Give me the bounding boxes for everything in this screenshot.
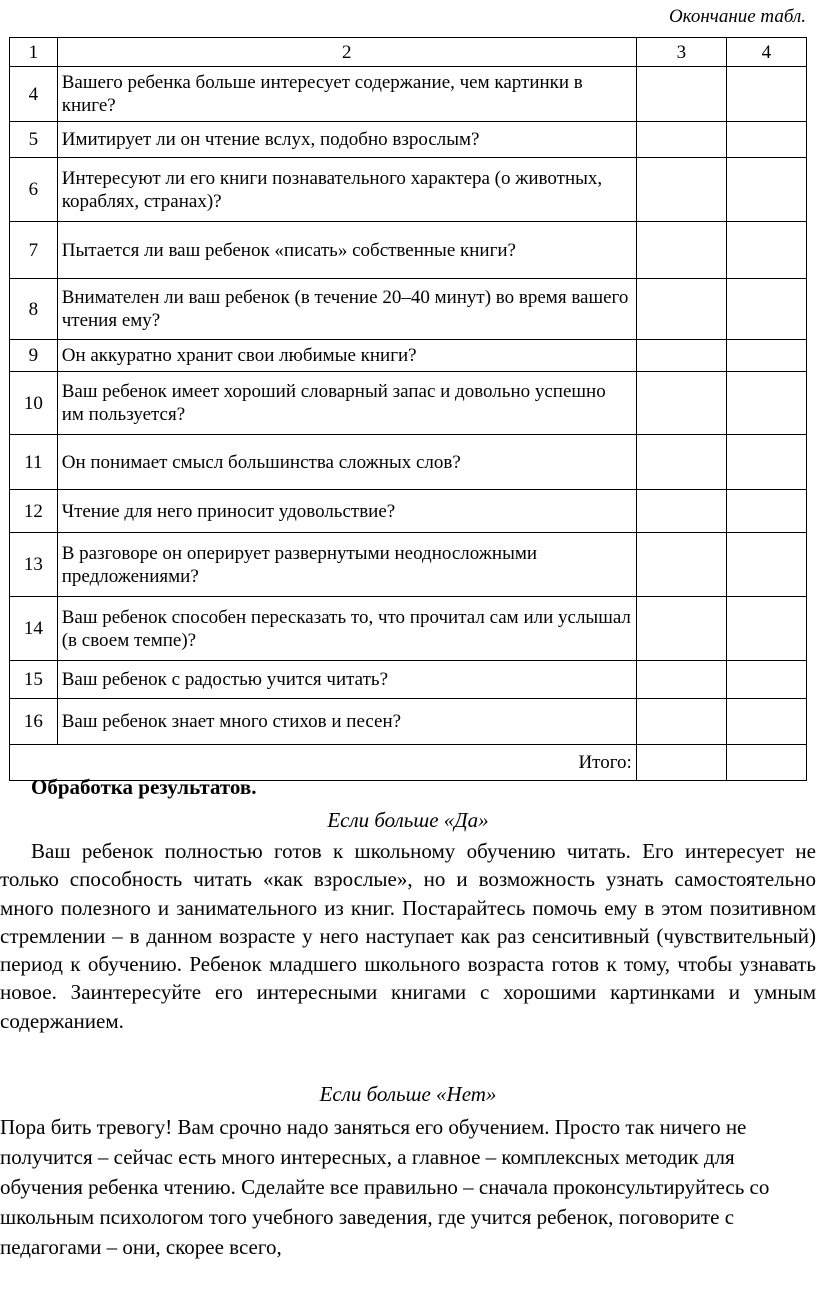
row-question: Ваш ребенок с радостью учится читать? xyxy=(57,661,636,699)
table-row xyxy=(10,533,807,597)
table-header-row xyxy=(10,38,807,67)
answer-cell-yes[interactable] xyxy=(636,435,726,490)
answer-cell-no[interactable] xyxy=(726,158,806,222)
row-question: Ваш ребенок имеет хороший словарный запас и довольно успешно им пользуется? xyxy=(57,372,636,435)
answer-cell-no[interactable] xyxy=(726,490,806,533)
total-cell-yes[interactable] xyxy=(636,745,726,781)
row-question: Он понимает смысл большинства сложных слов? xyxy=(57,435,636,490)
row-number: 7 xyxy=(10,222,58,279)
row-question: Чтение для него приносит удовольствие? xyxy=(57,490,636,533)
answer-cell-yes[interactable] xyxy=(636,533,726,597)
answer-cell-yes[interactable] xyxy=(636,661,726,699)
row-number: 8 xyxy=(10,279,58,340)
no-paragraph: Пора бить тревогу! Вам срочно надо заняться его обучением. Просто так ничего не получится – сейчас есть много интересных, а главное – комплексных методик для обучения ребенка чтению. Сделайте все правильно – сначала проконсультируйтесь со школьным психологом того учебного заведения, где учится ребенок, поговорите с педагогами – они, скорее всего, xyxy=(0,1115,770,1259)
row-question: В разговоре он оперирует развернутыми неодносложными предложениями? xyxy=(57,533,636,597)
row-number: 9 xyxy=(10,340,58,372)
answer-cell-no[interactable] xyxy=(726,533,806,597)
table-row xyxy=(10,490,807,533)
row-number: 12 xyxy=(10,490,58,533)
row-number: 5 xyxy=(10,122,58,158)
table-row xyxy=(10,158,807,222)
table-row xyxy=(10,279,807,340)
yes-heading: Если больше «Да» xyxy=(327,808,489,832)
total-cell-no[interactable] xyxy=(726,745,806,781)
row-number: 10 xyxy=(10,372,58,435)
row-number: 16 xyxy=(10,699,58,745)
row-question: Пытается ли ваш ребенок «писать» собственные книги? xyxy=(57,222,636,279)
row-question: Ваш ребенок знает много стихов и песен? xyxy=(57,699,636,745)
table-caption: Окончание табл. xyxy=(668,6,806,27)
answer-cell-yes[interactable] xyxy=(636,67,726,122)
row-question: Имитирует ли он чтение вслух, подобно взрослым? xyxy=(57,122,636,158)
row-question: Он аккуратно хранит свои любимые книги? xyxy=(57,340,636,372)
answer-cell-yes[interactable] xyxy=(636,222,726,279)
table-row xyxy=(10,661,807,699)
table-row xyxy=(10,372,807,435)
total-label: Итого: xyxy=(10,745,637,781)
row-number: 11 xyxy=(10,435,58,490)
answer-cell-no[interactable] xyxy=(726,661,806,699)
table-row xyxy=(10,340,807,372)
answer-cell-yes[interactable] xyxy=(636,122,726,158)
table-row xyxy=(10,122,807,158)
questionnaire-table xyxy=(9,37,807,781)
no-heading: Если больше «Нет» xyxy=(319,1082,497,1106)
row-number: 13 xyxy=(10,533,58,597)
table-row xyxy=(10,435,807,490)
row-question: Вашего ребенка больше интересует содержание, чем картинки в книге? xyxy=(57,67,636,122)
row-question: Ваш ребенок способен пересказать то, что прочитал сам или услышал (в своем темпе)? xyxy=(57,597,636,661)
answer-cell-no[interactable] xyxy=(726,372,806,435)
row-number: 6 xyxy=(10,158,58,222)
row-question: Внимателен ли ваш ребенок (в течение 20–40 минут) во время вашего чтения ему? xyxy=(57,279,636,340)
header-col-3: 3 xyxy=(636,38,726,67)
header-col-2: 2 xyxy=(57,38,636,67)
answer-cell-no[interactable] xyxy=(726,597,806,661)
row-number: 4 xyxy=(10,67,58,122)
yes-paragraph: Ваш ребенок полностью готов к школьному обучению читать. Его интересует не только способность читать «как взрослые», но и возможность узнать самостоятельно много полезного и занимательного из книг. Постарайтесь помочь ему в этом позитивном стремлении – в данном возрасте у него наступает как раз сенситивный (чувствительный) период к обучению. Ребенок младшего школьного возраста готов к тому, чтобы узнавать новое. Заинтересуйте его интересными книгами с хорошими картинками и умным содержанием. xyxy=(0,839,816,1033)
answer-cell-yes[interactable] xyxy=(636,699,726,745)
header-col-1: 1 xyxy=(10,38,58,67)
section-title: Обработка результатов. xyxy=(31,775,257,799)
answer-cell-no[interactable] xyxy=(726,222,806,279)
header-col-4: 4 xyxy=(726,38,806,67)
row-question: Интересуют ли его книги познавательного характера (о животных, кораблях, странах)? xyxy=(57,158,636,222)
answer-cell-yes[interactable] xyxy=(636,279,726,340)
answer-cell-no[interactable] xyxy=(726,67,806,122)
table-row xyxy=(10,597,807,661)
answer-cell-yes[interactable] xyxy=(636,340,726,372)
table-row xyxy=(10,699,807,745)
row-number: 15 xyxy=(10,661,58,699)
answer-cell-yes[interactable] xyxy=(636,597,726,661)
answer-cell-yes[interactable] xyxy=(636,372,726,435)
answer-cell-no[interactable] xyxy=(726,340,806,372)
answer-cell-yes[interactable] xyxy=(636,490,726,533)
answer-cell-no[interactable] xyxy=(726,435,806,490)
table-row xyxy=(10,222,807,279)
answer-cell-yes[interactable] xyxy=(636,158,726,222)
answer-cell-no[interactable] xyxy=(726,699,806,745)
answer-cell-no[interactable] xyxy=(726,122,806,158)
table-row xyxy=(10,67,807,122)
row-number: 14 xyxy=(10,597,58,661)
answer-cell-no[interactable] xyxy=(726,279,806,340)
